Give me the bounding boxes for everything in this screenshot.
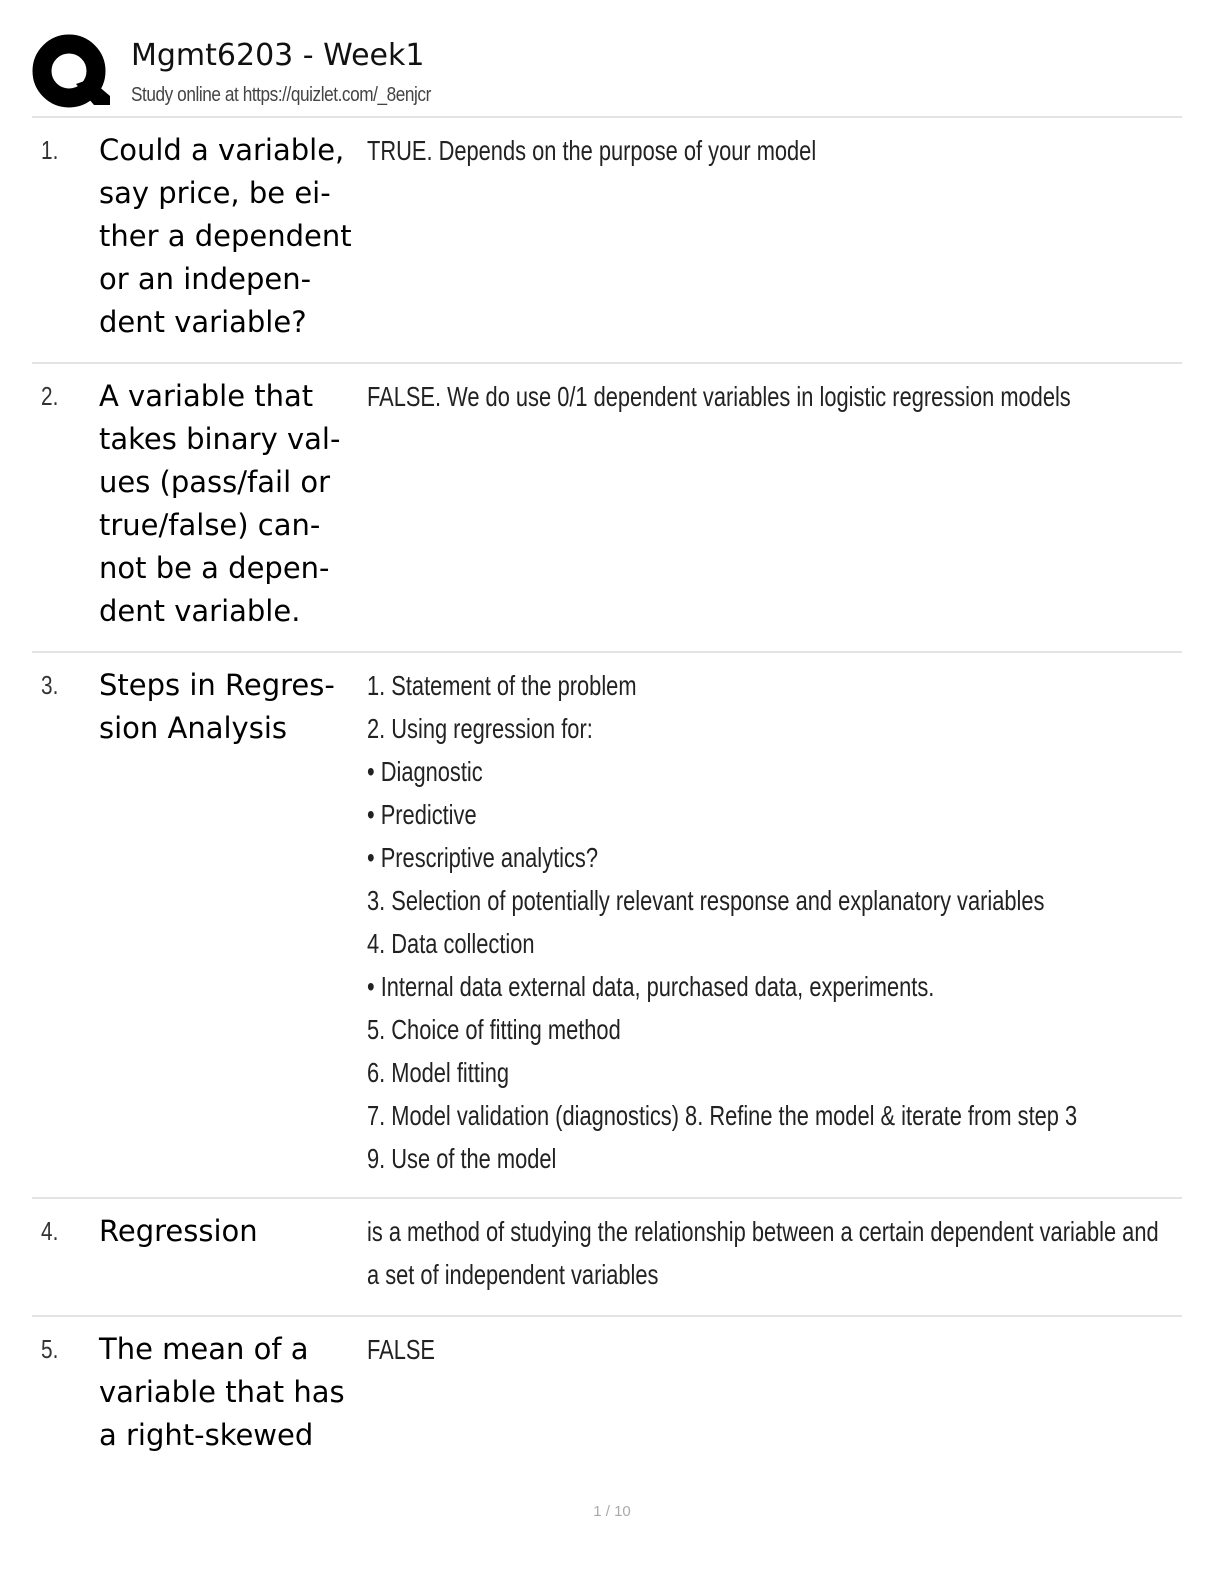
card-definition: TRUE. Depends on the purpose of your model — [367, 135, 817, 166]
card-number: 4. — [41, 1216, 59, 1246]
quizlet-logo-icon — [32, 34, 112, 110]
card-divider — [32, 362, 1182, 364]
card-number: 5. — [41, 1334, 59, 1364]
card-definition: FALSE. We do use 0/1 dependent variables in logistic regression models — [367, 381, 1071, 412]
flashcard-row — [32, 664, 1182, 1184]
flashcard-row — [32, 375, 1182, 637]
card-divider — [32, 1315, 1182, 1317]
card-term: The mean of a variable that has a right-skewed — [99, 1332, 345, 1452]
page-header — [32, 34, 1182, 114]
flashcard-row — [32, 129, 1182, 349]
page-title: Mgmt6203 - Week1 — [131, 38, 425, 73]
page-number: 1 / 10 — [593, 1503, 631, 1520]
flashcard-row — [32, 1210, 1182, 1302]
card-term: Could a variable, say price, be ei- ther a dependent or an indepen- dent variable? — [99, 133, 352, 339]
card-divider — [32, 651, 1182, 653]
header-divider — [32, 116, 1182, 118]
study-online-link[interactable]: Study online at https://quizlet.com/_8enjcr — [131, 84, 431, 106]
card-divider — [32, 1197, 1182, 1199]
card-definition: FALSE — [367, 1334, 435, 1365]
card-definition: 1. Statement of the problem 2. Using regression for: • Diagnostic • Predictive • Prescriptive analytics? 3. Selection of potentially relevant response and explanatory variables 4. Data collection • Internal data external data, purchased data, experiments. 5. Choice of fitting method 6. Model fitting 7. Model validation (diagnostics) 8. Refine the model & iterate from step 3 9. Use of the model — [367, 670, 1078, 1174]
card-term: Steps in Regres- sion Analysis — [99, 668, 335, 745]
card-term: A variable that takes binary val- ues (pass/fail or true/false) can- not be a depen- dent variable. — [99, 379, 341, 628]
flashcard-row — [32, 1328, 1182, 1463]
card-number: 2. — [41, 381, 59, 411]
card-term: Regression — [99, 1214, 258, 1248]
card-definition: is a method of studying the relationship between a certain dependent variable and a set of independent variables — [367, 1216, 1159, 1290]
card-number: 1. — [41, 135, 59, 165]
card-number: 3. — [41, 670, 59, 700]
